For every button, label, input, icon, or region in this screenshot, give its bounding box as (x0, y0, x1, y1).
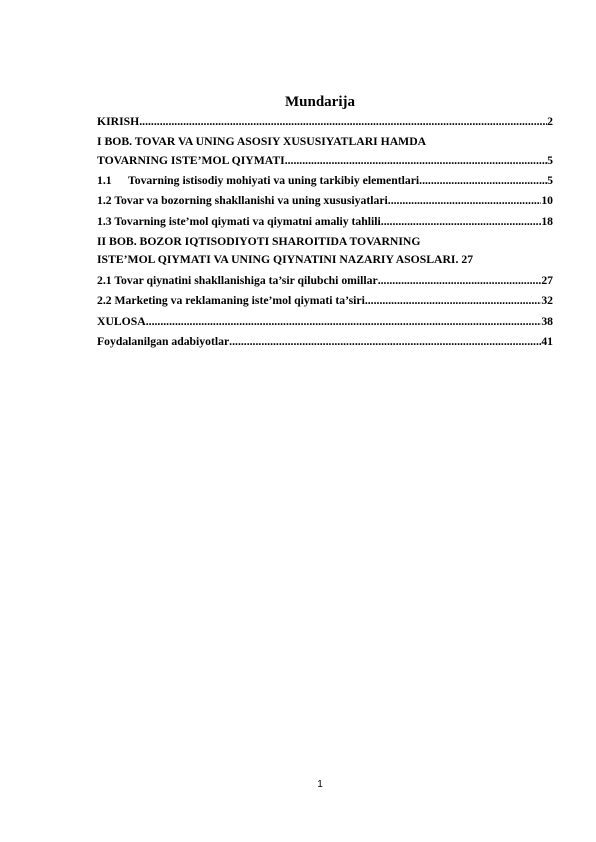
toc-entry-text: XULOSA (97, 314, 146, 328)
toc-leader-dots (285, 152, 547, 170)
toc-entry-text-line-1: II BOB. BOZOR IQTISODIYOTI SHAROITIDA TOVARNING (97, 235, 421, 249)
toc-leader-dots (378, 272, 542, 290)
toc-leader-dots (146, 313, 542, 331)
toc-leader-dots (139, 113, 547, 131)
toc-entry-text: KIRISH (97, 115, 140, 128)
toc-entry-text: 1.2 Tovar va bozorning shakllanishi va uning xususiyatlari (97, 194, 388, 208)
toc-entry-text-line-1: I BOB. TOVAR VA UNING ASOSIY XUSUSIYATLARI HAMDA (97, 135, 427, 149)
toc-section-number: 1.1 (97, 173, 112, 187)
toc-entry-section-1-1[interactable] (97, 172, 553, 190)
toc-leader-dots (388, 192, 542, 210)
toc-entry-section-2-2[interactable] (97, 292, 553, 310)
toc-entry-xulosa[interactable] (97, 313, 553, 331)
toc-page-number: 27 (461, 253, 474, 267)
toc-entry-references[interactable] (97, 333, 553, 351)
toc-entry-kirish[interactable] (97, 113, 553, 131)
toc-entry-text (97, 172, 419, 190)
toc-leader-dots (365, 292, 541, 310)
toc-page-number: 5 (547, 173, 553, 187)
toc-entry-text: 1.3 Tovarning iste’mol qiymati va qiymatni amaliy tahlili (97, 214, 381, 228)
toc-page-number: 32 (541, 294, 553, 308)
toc-entry-text: 2.2 Marketing va reklamaning iste’mol qiymati ta’siri (97, 294, 365, 308)
toc-entry-chapter-1[interactable] (97, 133, 553, 169)
toc-entry-text: ISTE’MOL QIYMATI VA UNING QIYNATINI NAZARIY ASOSLARI. (97, 253, 459, 267)
table-of-contents (97, 113, 553, 351)
toc-entry-text: Foydalanilgan adabiyotlar (97, 334, 230, 348)
toc-page-number: 10 (541, 194, 553, 208)
page-number: 1 (317, 779, 323, 790)
toc-entry-text: 2.1 Tovar qiynatini shakllanishiga ta’sir qilubchi omillar (97, 273, 378, 287)
toc-page-number: 38 (541, 314, 553, 328)
toc-leader-dots (381, 213, 542, 231)
toc-page-number: 18 (541, 214, 553, 228)
toc-entry-text: TOVARNING ISTE’MOL QIYMATI (97, 153, 285, 167)
toc-page-number: 2 (547, 115, 553, 128)
toc-entry-section-1-3[interactable] (97, 213, 553, 231)
toc-entry-chapter-2[interactable] (97, 233, 553, 269)
toc-page-number: 27 (541, 273, 553, 287)
toc-leader-dots (229, 333, 541, 351)
toc-entry-section-1-2[interactable] (97, 192, 553, 210)
document-title: Mundarija (284, 94, 355, 110)
toc-page-number: 41 (541, 334, 553, 348)
toc-page-number: 5 (547, 153, 553, 167)
toc-section-title: Tovarning istisodiy mohiyati va uning tarkibiy elementlari (128, 173, 420, 187)
toc-leader-dots (419, 172, 547, 190)
toc-entry-section-2-1[interactable] (97, 272, 553, 290)
